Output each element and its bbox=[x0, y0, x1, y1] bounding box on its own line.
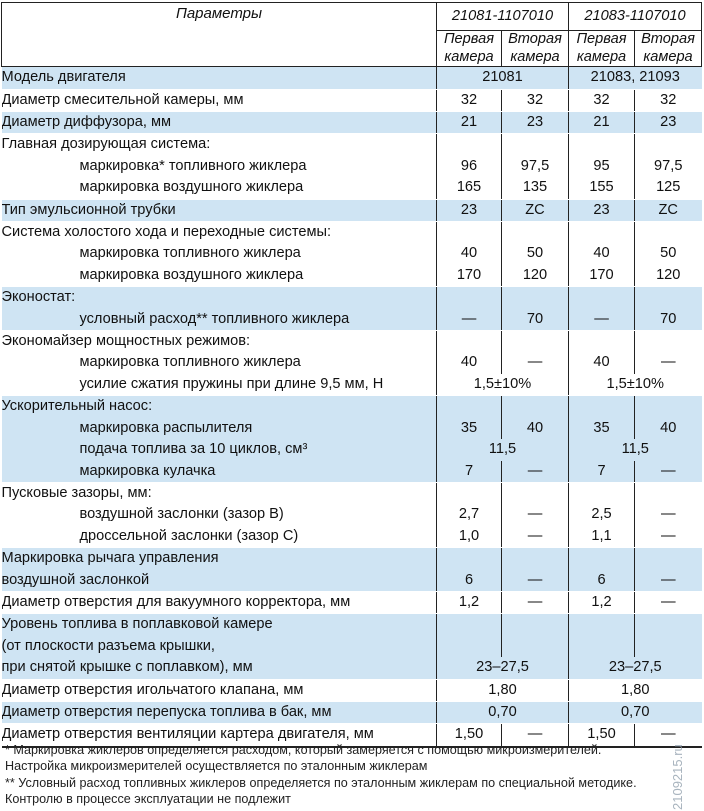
spec-table-body bbox=[2, 3, 702, 747]
header-chamber-4 bbox=[635, 31, 702, 67]
value-chamber-2: 120 bbox=[502, 265, 569, 287]
table-row bbox=[2, 636, 702, 657]
value-chamber-1: 35 bbox=[437, 418, 502, 439]
span-value-2: 21083, 21093 bbox=[569, 67, 702, 89]
value-chamber-4 bbox=[635, 636, 702, 657]
table-row bbox=[2, 374, 702, 396]
table-row bbox=[2, 614, 702, 636]
table-row bbox=[2, 418, 702, 439]
value-chamber-2 bbox=[502, 548, 569, 570]
value-chamber-4 bbox=[635, 396, 702, 418]
param-label: Диаметр отверстия для вакуумного корректора, мм bbox=[2, 591, 437, 613]
param-label: маркировка распылителя bbox=[2, 418, 437, 439]
value-chamber-2: — bbox=[502, 461, 569, 483]
param-label: Уровень топлива в поплавковой камере bbox=[2, 614, 437, 636]
table-row bbox=[2, 396, 702, 418]
value-chamber-4: 23 bbox=[635, 112, 702, 134]
header-chamber-1 bbox=[437, 31, 502, 67]
value-chamber-1: — bbox=[437, 309, 502, 331]
value-chamber-1 bbox=[437, 636, 502, 657]
value-chamber-1: 6 bbox=[437, 570, 502, 592]
footnote-1: * Маркировка жиклеров определяется расходом, который замеряется с помощью микроизмерителей. bbox=[5, 743, 602, 757]
chamber-4-line-2: камера bbox=[643, 48, 693, 65]
value-chamber-3: 155 bbox=[569, 177, 635, 199]
chamber-1-line-2: камера bbox=[444, 48, 494, 65]
value-chamber-4: 50 bbox=[635, 243, 702, 264]
value-chamber-4: 97,5 bbox=[635, 156, 702, 177]
param-label: Модель двигателя bbox=[2, 67, 437, 89]
value-chamber-4 bbox=[635, 287, 702, 309]
value-chamber-4: 70 bbox=[635, 309, 702, 331]
value-chamber-4: — bbox=[635, 504, 702, 525]
value-chamber-2 bbox=[502, 222, 569, 244]
chamber-2-line-2: камера bbox=[510, 48, 560, 65]
table-row bbox=[2, 591, 702, 613]
table-row bbox=[2, 701, 702, 723]
value-chamber-1: 1,2 bbox=[437, 591, 502, 613]
value-chamber-3: 40 bbox=[569, 243, 635, 264]
param-label: Маркировка рычага управления bbox=[2, 548, 437, 570]
param-label: Диаметр отверстия вентиляции картера двигателя, мм bbox=[2, 724, 437, 747]
table-row bbox=[2, 222, 702, 244]
param-label: условный расход** топливного жиклера bbox=[2, 309, 437, 331]
value-chamber-3: 23 bbox=[569, 199, 635, 221]
table-row bbox=[2, 199, 702, 221]
param-label: Диаметр диффузора, мм bbox=[2, 112, 437, 134]
value-chamber-2: 135 bbox=[502, 177, 569, 199]
span-value-1: 1,80 bbox=[437, 679, 569, 701]
value-chamber-1: 23 bbox=[437, 199, 502, 221]
value-chamber-1 bbox=[437, 287, 502, 309]
table-row bbox=[2, 134, 702, 156]
value-chamber-1: 165 bbox=[437, 177, 502, 199]
value-chamber-1: 32 bbox=[437, 89, 502, 111]
span-value-1: 23–27,5 bbox=[437, 657, 569, 679]
value-chamber-4: — bbox=[635, 461, 702, 483]
value-chamber-3: 170 bbox=[569, 265, 635, 287]
value-chamber-4: — bbox=[635, 352, 702, 373]
carburetor-spec-table bbox=[1, 2, 702, 748]
param-label: маркировка топливного жиклера bbox=[2, 352, 437, 373]
value-chamber-1 bbox=[437, 331, 502, 353]
footnotes bbox=[5, 742, 704, 807]
value-chamber-1 bbox=[437, 134, 502, 156]
value-chamber-1: 21 bbox=[437, 112, 502, 134]
value-chamber-2 bbox=[502, 614, 569, 636]
span-value-2: 23–27,5 bbox=[569, 657, 702, 679]
table-row bbox=[2, 177, 702, 199]
table-row bbox=[2, 657, 702, 679]
value-chamber-1: 7 bbox=[437, 461, 502, 483]
table-row bbox=[2, 67, 702, 89]
table-row bbox=[2, 331, 702, 353]
value-chamber-2 bbox=[502, 482, 569, 504]
value-chamber-3: 1,50 bbox=[569, 724, 635, 747]
param-label: дроссельной заслонки (зазор С) bbox=[2, 526, 437, 548]
value-chamber-3 bbox=[569, 134, 635, 156]
footnote-2: Настройка микроизмерителей осуществляется по эталонным жиклерам bbox=[5, 759, 428, 774]
table-row bbox=[2, 679, 702, 701]
value-chamber-4 bbox=[635, 548, 702, 570]
table-row bbox=[2, 243, 702, 264]
value-chamber-3 bbox=[569, 614, 635, 636]
header-model-2: 21083-1107010 bbox=[569, 3, 702, 31]
chamber-1-line-1: Первая bbox=[443, 31, 495, 47]
value-chamber-2: ZC bbox=[502, 199, 569, 221]
value-chamber-3 bbox=[569, 396, 635, 418]
value-chamber-3 bbox=[569, 548, 635, 570]
param-label: Ускорительный насос: bbox=[2, 396, 437, 418]
header-chamber-3 bbox=[569, 31, 635, 67]
footnote-3: ** Условный расход топливных жиклеров определяется по эталонным жиклерам по специальной методике. bbox=[5, 775, 637, 790]
value-chamber-3: 32 bbox=[569, 89, 635, 111]
span-value-1: 1,5±10% bbox=[437, 374, 569, 396]
param-label: Экономайзер мощностных режимов: bbox=[2, 331, 437, 353]
value-chamber-1: 96 bbox=[437, 156, 502, 177]
value-chamber-3: 7 bbox=[569, 461, 635, 483]
value-chamber-2: 23 bbox=[502, 112, 569, 134]
param-label: маркировка воздушного жиклера bbox=[2, 265, 437, 287]
value-chamber-3: 1,1 bbox=[569, 526, 635, 548]
span-value-2: 11,5 bbox=[569, 439, 702, 460]
value-chamber-4 bbox=[635, 614, 702, 636]
param-label: маркировка* топливного жиклера bbox=[2, 156, 437, 177]
value-chamber-2: 32 bbox=[502, 89, 569, 111]
value-chamber-2: — bbox=[502, 570, 569, 592]
value-chamber-3 bbox=[569, 482, 635, 504]
table-row bbox=[2, 156, 702, 177]
value-chamber-1 bbox=[437, 222, 502, 244]
value-chamber-4 bbox=[635, 331, 702, 353]
value-chamber-2 bbox=[502, 287, 569, 309]
value-chamber-4 bbox=[635, 482, 702, 504]
table-row bbox=[2, 439, 702, 460]
chamber-4-line-1: Вторая bbox=[641, 31, 695, 47]
value-chamber-4: 120 bbox=[635, 265, 702, 287]
table-row bbox=[2, 265, 702, 287]
param-label: Диаметр отверстия перепуска топлива в бак, мм bbox=[2, 701, 437, 723]
value-chamber-1 bbox=[437, 396, 502, 418]
param-label: маркировка кулачка bbox=[2, 461, 437, 483]
value-chamber-3 bbox=[569, 287, 635, 309]
value-chamber-3: 21 bbox=[569, 112, 635, 134]
chamber-3-line-2: камера bbox=[576, 48, 627, 65]
value-chamber-2 bbox=[502, 636, 569, 657]
value-chamber-2: — bbox=[502, 504, 569, 525]
value-chamber-3 bbox=[569, 331, 635, 353]
param-label: Диаметр отверстия игольчатого клапана, мм bbox=[2, 679, 437, 701]
value-chamber-4: — bbox=[635, 526, 702, 548]
table-row bbox=[2, 548, 702, 570]
footnote-4: Контролю в процессе эксплуатации не подлежит bbox=[5, 791, 291, 806]
span-value-2: 1,80 bbox=[569, 679, 702, 701]
param-label: Эконостат: bbox=[2, 287, 437, 309]
value-chamber-2: — bbox=[502, 724, 569, 747]
value-chamber-4: — bbox=[635, 570, 702, 592]
table-row bbox=[2, 526, 702, 548]
header-model-1: 21081-1107010 bbox=[437, 3, 569, 31]
table-row bbox=[2, 570, 702, 592]
value-chamber-4: — bbox=[635, 591, 702, 613]
span-value-2: 1,5±10% bbox=[569, 374, 702, 396]
param-label: Диаметр смесительной камеры, мм bbox=[2, 89, 437, 111]
table-row bbox=[2, 89, 702, 111]
value-chamber-4 bbox=[635, 222, 702, 244]
value-chamber-2: 40 bbox=[502, 418, 569, 439]
value-chamber-3 bbox=[569, 636, 635, 657]
value-chamber-3: — bbox=[569, 309, 635, 331]
value-chamber-3 bbox=[569, 222, 635, 244]
value-chamber-4: 32 bbox=[635, 89, 702, 111]
chamber-3-line-1: Первая bbox=[576, 31, 627, 47]
param-label: воздушной заслонки (зазор В) bbox=[2, 504, 437, 525]
header-row-models bbox=[2, 3, 702, 31]
param-label: маркировка воздушного жиклера bbox=[2, 177, 437, 199]
value-chamber-2: — bbox=[502, 526, 569, 548]
value-chamber-1: 2,7 bbox=[437, 504, 502, 525]
param-label: (от плоскости разъема крышки, bbox=[2, 636, 437, 657]
value-chamber-1: 170 bbox=[437, 265, 502, 287]
value-chamber-1: 40 bbox=[437, 243, 502, 264]
value-chamber-1 bbox=[437, 614, 502, 636]
span-value-1: 11,5 bbox=[437, 439, 569, 460]
value-chamber-2: — bbox=[502, 591, 569, 613]
param-label: воздушной заслонкой bbox=[2, 570, 437, 592]
param-label: Пусковые зазоры, мм: bbox=[2, 482, 437, 504]
value-chamber-3: 2,5 bbox=[569, 504, 635, 525]
value-chamber-2: 70 bbox=[502, 309, 569, 331]
value-chamber-1: 1,50 bbox=[437, 724, 502, 747]
table-row bbox=[2, 461, 702, 483]
table-row bbox=[2, 309, 702, 331]
value-chamber-2 bbox=[502, 396, 569, 418]
param-label: Тип эмульсионной трубки bbox=[2, 199, 437, 221]
value-chamber-1 bbox=[437, 548, 502, 570]
table-row bbox=[2, 504, 702, 525]
param-label: подача топлива за 10 циклов, см³ bbox=[2, 439, 437, 460]
header-chamber-2 bbox=[502, 31, 569, 67]
param-label: Система холостого хода и переходные системы: bbox=[2, 222, 437, 244]
span-value-1: 0,70 bbox=[437, 701, 569, 723]
table-row bbox=[2, 287, 702, 309]
value-chamber-2: 97,5 bbox=[502, 156, 569, 177]
value-chamber-4 bbox=[635, 134, 702, 156]
param-label: Главная дозирующая система: bbox=[2, 134, 437, 156]
header-params: Параметры bbox=[2, 3, 437, 67]
param-label: при снятой крышке с поплавком), мм bbox=[2, 657, 437, 679]
table-row bbox=[2, 482, 702, 504]
value-chamber-3: 95 bbox=[569, 156, 635, 177]
chamber-2-line-1: Вторая bbox=[508, 31, 562, 47]
value-chamber-3: 1,2 bbox=[569, 591, 635, 613]
value-chamber-2 bbox=[502, 331, 569, 353]
span-value-1: 21081 bbox=[437, 67, 569, 89]
value-chamber-1: 1,0 bbox=[437, 526, 502, 548]
value-chamber-2: — bbox=[502, 352, 569, 373]
value-chamber-2 bbox=[502, 134, 569, 156]
value-chamber-3: 35 bbox=[569, 418, 635, 439]
param-label: маркировка топливного жиклера bbox=[2, 243, 437, 264]
value-chamber-3: 6 bbox=[569, 570, 635, 592]
value-chamber-2: 50 bbox=[502, 243, 569, 264]
table-row bbox=[2, 352, 702, 373]
value-chamber-4: 125 bbox=[635, 177, 702, 199]
value-chamber-4: 40 bbox=[635, 418, 702, 439]
table-row bbox=[2, 112, 702, 134]
watermark: 2109215.ru bbox=[670, 744, 685, 810]
value-chamber-1: 40 bbox=[437, 352, 502, 373]
span-value-2: 0,70 bbox=[569, 701, 702, 723]
value-chamber-4: — bbox=[635, 724, 702, 747]
value-chamber-3: 40 bbox=[569, 352, 635, 373]
value-chamber-4: ZC bbox=[635, 199, 702, 221]
value-chamber-1 bbox=[437, 482, 502, 504]
param-label: усилие сжатия пружины при длине 9,5 мм, Н bbox=[2, 374, 437, 396]
